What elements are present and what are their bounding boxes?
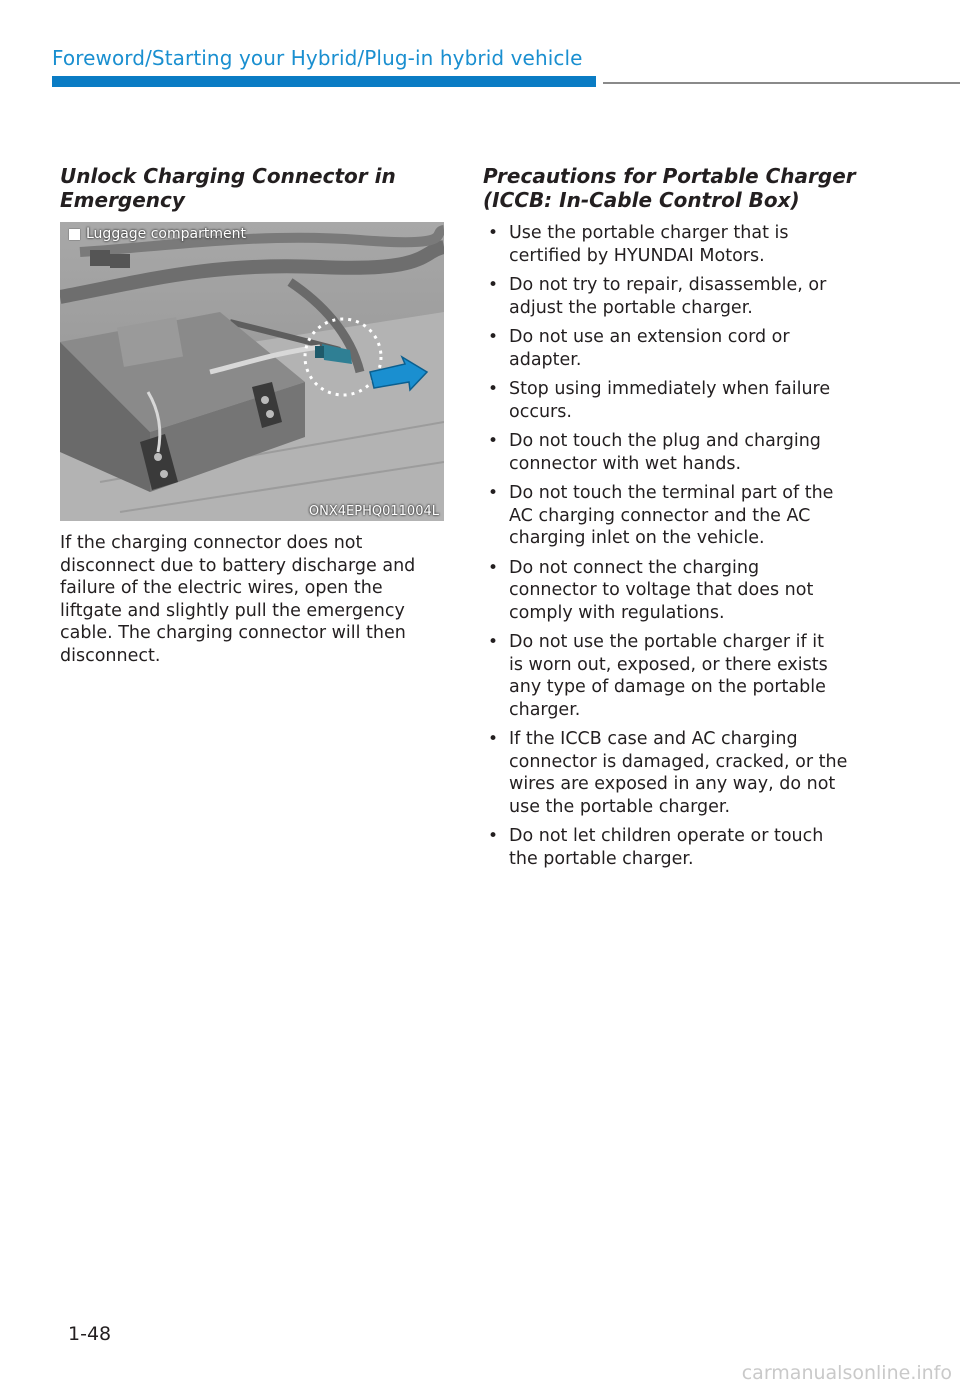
list-item-line: any type of damage on the portable <box>509 677 826 698</box>
list-item-line: Use the portable charger that is <box>509 223 789 243</box>
bullet-icon: • <box>488 274 499 295</box>
list-item <box>483 222 883 267</box>
list-item-line: occurs. <box>509 401 572 422</box>
bullet-icon: • <box>488 557 499 578</box>
list-item-line: adjust the portable charger. <box>509 297 753 318</box>
list-item-line: connector with wet hands. <box>509 453 742 474</box>
section-heading-portable-charger <box>483 164 883 212</box>
paragraph-line: cable. The charging connector will then <box>60 623 406 644</box>
figure-caption-text: Luggage compartment <box>86 226 246 242</box>
list-item <box>483 378 883 423</box>
page-header-title: Foreword/Starting your Hybrid/Plug-in hybrid vehicle <box>52 46 583 70</box>
list-item-line: adapter. <box>509 349 582 370</box>
list-item-line: Do not let children operate or touch <box>509 826 824 847</box>
list-item-line: charger. <box>509 699 581 720</box>
bullet-icon: • <box>488 326 499 347</box>
bullet-icon: • <box>488 632 499 653</box>
list-item-line: If the ICCB case and AC charging <box>509 729 798 750</box>
left-column <box>60 164 446 668</box>
list-item-line: Do not use the portable charger if it <box>509 632 824 653</box>
precautions-list <box>483 222 883 871</box>
bullet-icon: • <box>488 378 499 399</box>
list-item-line: connector to voltage that does not <box>509 580 814 601</box>
right-column <box>483 164 883 877</box>
heading-line: (ICCB: In-Cable Control Box) <box>483 188 800 212</box>
paragraph-line: disconnect. <box>60 645 161 666</box>
bullet-icon: • <box>488 826 499 847</box>
list-item-line: Stop using immediately when failure <box>509 378 831 399</box>
list-item-line: Do not use an extension cord or <box>509 326 790 347</box>
page-number: 1-48 <box>68 1323 112 1345</box>
bullet-icon: • <box>488 223 499 243</box>
list-item-line: connector is damaged, cracked, or the <box>509 751 848 772</box>
heading-line: Unlock Charging Connector in <box>60 164 396 188</box>
header-rule <box>603 82 960 84</box>
paragraph-line: If the charging connector does not <box>60 533 363 553</box>
list-item-line: wires are exposed in any way, do not <box>509 774 836 795</box>
list-item <box>483 825 883 870</box>
luggage-compartment-illustration <box>60 222 444 521</box>
list-item <box>483 631 883 721</box>
bullet-icon: • <box>488 729 499 750</box>
section-heading-unlock-connector <box>60 164 446 212</box>
list-item-line: Do not touch the plug and charging <box>509 430 821 451</box>
list-item <box>483 326 883 371</box>
paragraph-line: liftgate and slightly pull the emergency <box>60 600 405 621</box>
luggage-compartment-drawing <box>60 222 444 521</box>
unlock-connector-paragraph <box>60 532 446 668</box>
paragraph-line: disconnect due to battery discharge and <box>60 555 416 576</box>
list-item-line: Do not connect the charging <box>509 557 760 578</box>
list-item-line: the portable charger. <box>509 849 694 870</box>
paragraph-line: failure of the electric wires, open the <box>60 578 383 599</box>
list-item-line: charging inlet on the vehicle. <box>509 528 765 549</box>
header-accent-bar <box>52 76 596 87</box>
list-item <box>483 482 883 550</box>
list-item <box>483 430 883 475</box>
list-item <box>483 274 883 319</box>
list-item-line: Do not touch the terminal part of the <box>509 482 834 503</box>
watermark-text[interactable]: carmanualsonline.info <box>741 1362 952 1384</box>
caption-square-marker <box>69 229 80 240</box>
figure-code: ONX4EPHQ011004L <box>308 504 439 519</box>
list-item-line: use the portable charger. <box>509 797 731 818</box>
list-item-line: AC charging connector and the AC <box>509 505 811 526</box>
list-item-line: certified by HYUNDAI Motors. <box>509 245 765 266</box>
bullet-icon: • <box>488 482 499 503</box>
list-item-line: Do not try to repair, disassemble, or <box>509 274 827 295</box>
heading-line: Precautions for Portable Charger <box>483 164 856 188</box>
list-item-line: is worn out, exposed, or there exists <box>509 654 828 675</box>
list-item <box>483 728 883 818</box>
list-item <box>483 557 883 625</box>
bullet-icon: • <box>488 430 499 451</box>
figure-caption <box>69 226 246 242</box>
heading-line: Emergency <box>60 188 185 212</box>
list-item-line: comply with regulations. <box>509 602 725 623</box>
